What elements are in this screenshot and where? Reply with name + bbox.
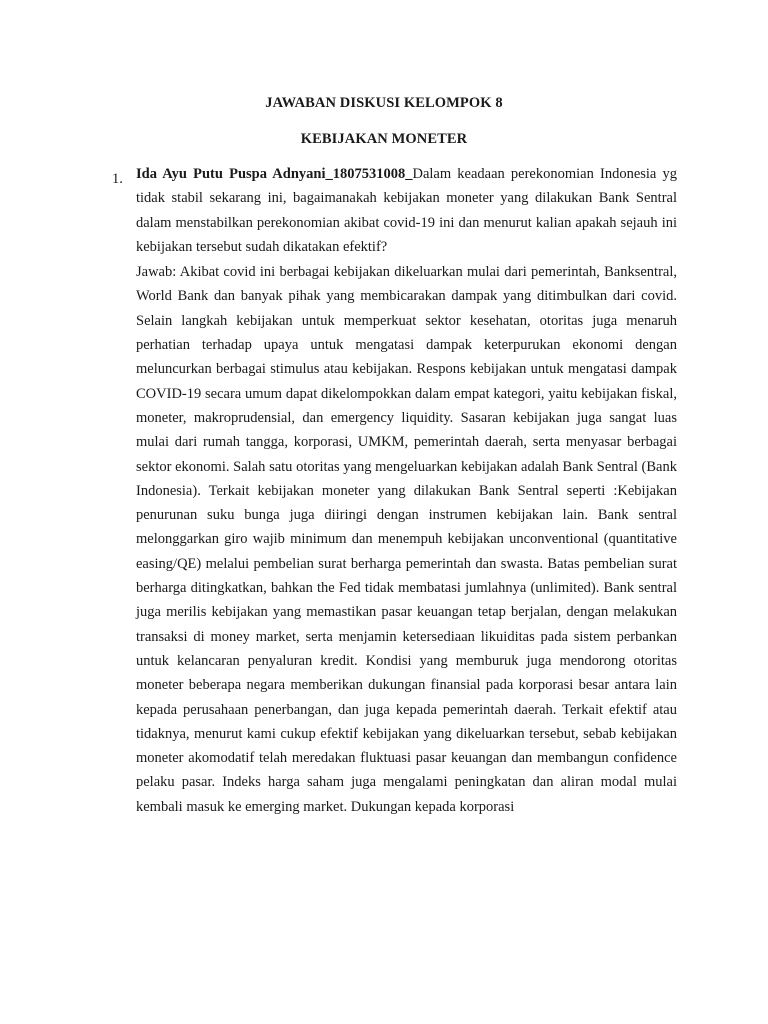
question-paragraph [136,162,677,259]
answer-paragraph: Jawab: Akibat covid ini berbagai kebijakan dikeluarkan mulai dari pemerintah, Banksentral, World Bank dan banyak pihak yang membicarakan dampak yang ditimbulkan dari covid. Selain langkah kebijakan untuk memperkuat sektor kesehatan, otoritas juga menaruh perhatian terhadap upaya untuk mengatasi dampak keterpurukan ekonomi dengan meluncurkan berbagai stimulus atau kebijakan. Respons kebijakan untuk mengatasi dampak COVID-19 secara umum dapat dikelompokkan dalam empat kategori, yaitu kebijakan fiskal, moneter, makroprudensial, dan emergency liquidity. Sasaran kebijakan juga sangat luas mulai dari rumah tangga, korporasi, UMKM, pemerintah daerah, serta menyasar berbagai sektor ekonomi. Salah satu otoritas yang mengeluarkan kebijakan adalah Bank Sentral (Bank Indonesia). Terkait kebijakan moneter yang dilakukan Bank Sentral seperti :Kebijakan penurunan suku bunga juga diiringi dengan instrumen kebijakan lain. Bank sentral melonggarkan giro wajib minimum dan menempuh kebijakan unconventional (quantitative easing/QE) melalui pembelian surat berharga pemerintah dan swasta. Batas pembelian surat berharga ditingkatkan, bahkan the Fed tidak membatasi jumlahnya (unlimited). Bank sentral juga merilis kebijakan yang memastikan pasar keuangan tetap berjalan, dengan melakukan transaksi di money market, serta menjamin ketersediaan likuiditas pada sistem perbankan untuk kelancaran penyaluran kredit. Kondisi yang memburuk juga mendorong otoritas moneter beberapa negara memberikan dukungan finansial pada korporasi besar antara lain kepada perusahaan penerbangan, dan juga kepada pemerintah daerah. Terkait efektif atau tidaknya, menurut kami cukup efektif kebijakan yang dikeluarkan tersebut, sebab kebijakan moneter akomodatif telah meredakan fluktuasi pasar keuangan dan membangun confidence pelaku pasar. Indeks harga saham juga mengalami peningkatan dan aliran modal mulai kembali masuk ke emerging market. Dukungan kepada korporasi [136,264,677,815]
author-name: Ida Ayu Putu Puspa Adnyani_1807531008_ [136,166,413,182]
document-title: JAWABAN DISKUSI KELOMPOK 8 [265,95,503,111]
list-item [136,162,677,819]
question-text: Dalam keadaan perekonomian Indonesia yg tidak stabil sekarang ini, bagaimanakah kebijakan moneter yang dilakukan Bank Sentral dalam menstabilkan perekonomian akibat covid-19 ini dan menurut kalian apakah sejauh ini kebijakan tersebut sudah dikatakan efektif? [136,166,677,255]
document-subtitle: KEBIJAKAN MONETER [300,131,468,147]
list-item-number: 1. [112,171,123,187]
